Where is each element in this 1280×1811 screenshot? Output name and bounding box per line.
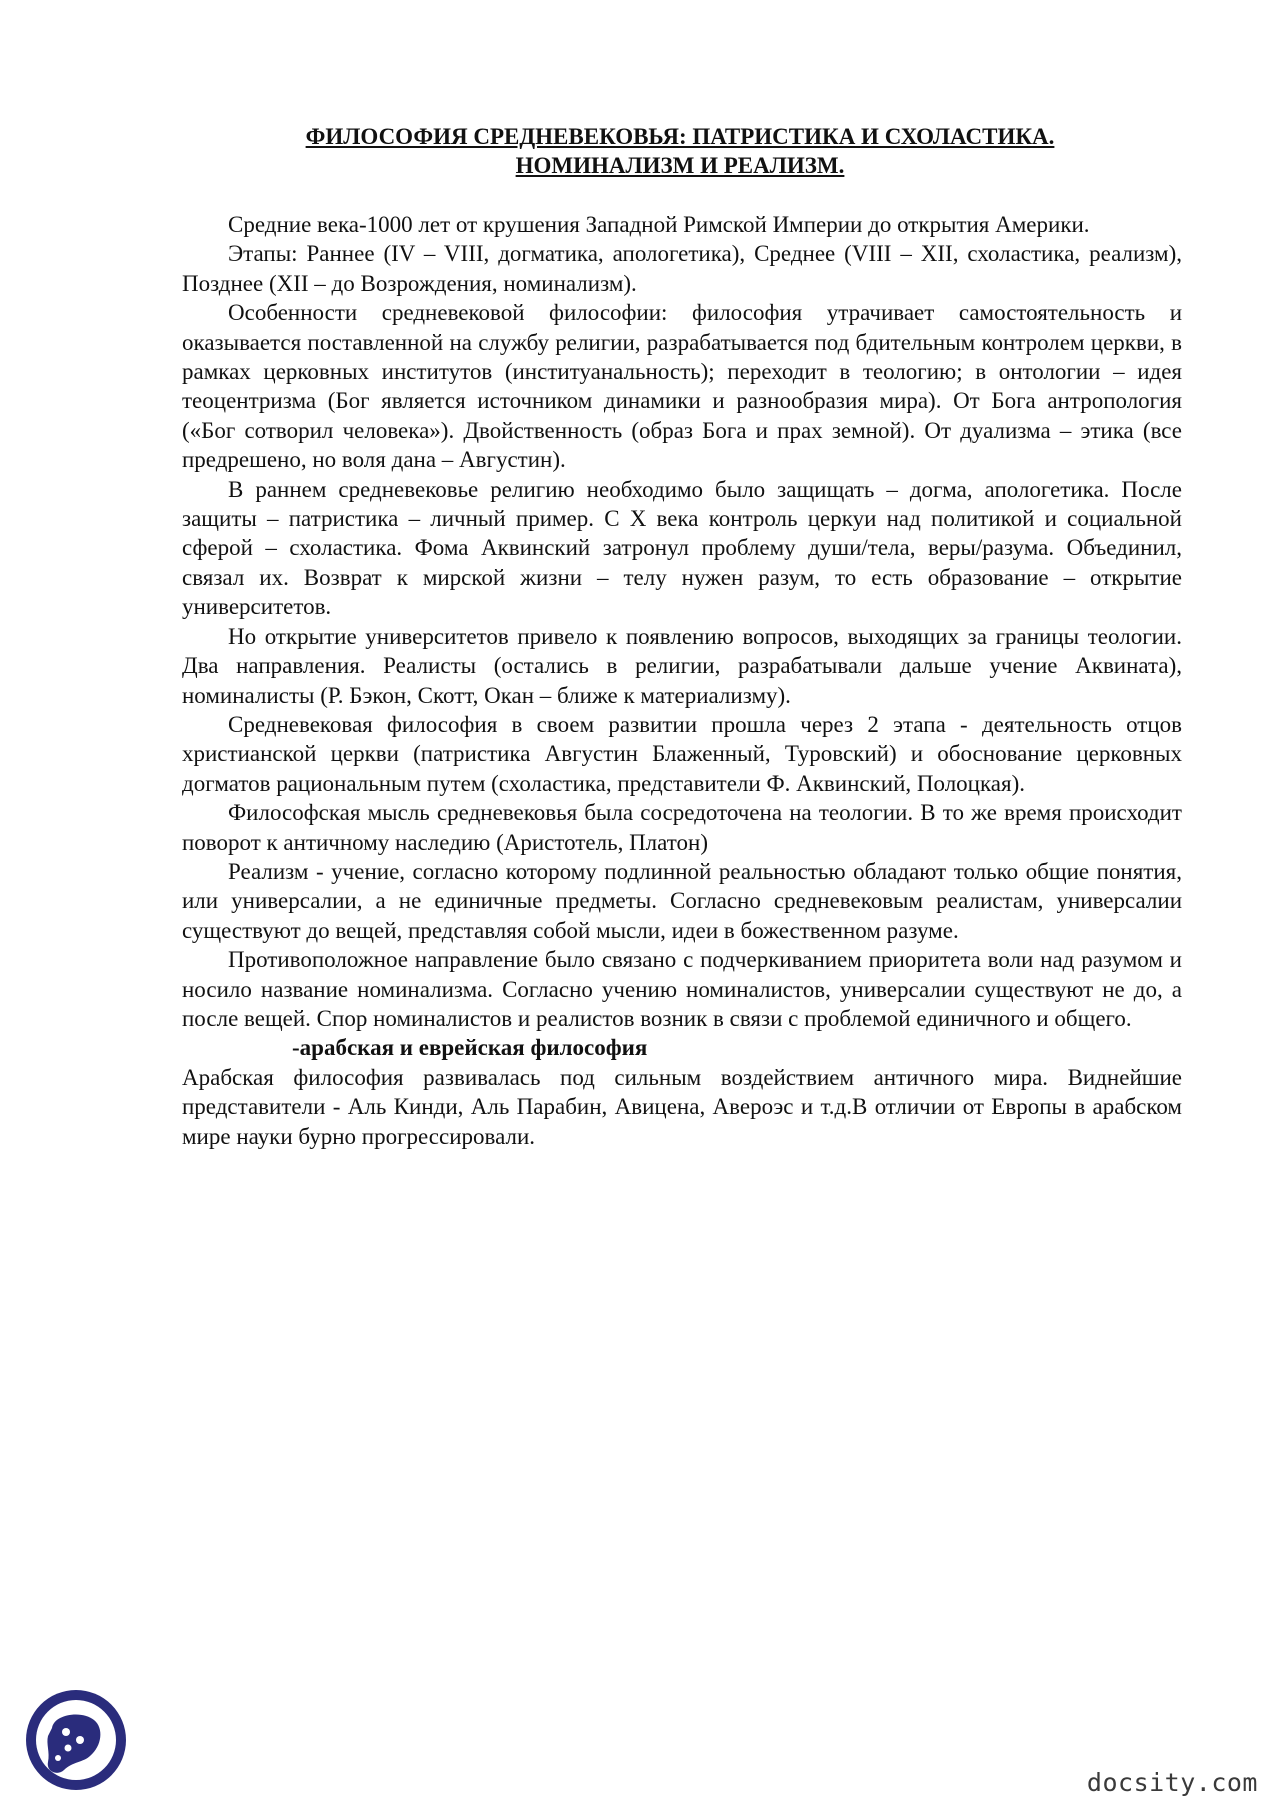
docsity-logo-icon[interactable] — [24, 1688, 128, 1792]
paragraph: Но открытие университетов привело к появлению вопросов, выходящих за границы теологии. Два направления. Реалисты (остались в религии, разрабатывали дальше учение Аквината), номиналисты (Р. Бэкон, Скотт, Окан – ближе к материализму). — [182, 623, 1182, 708]
paragraph: Особенности средневековой философии: философия утрачивает самостоятельность и оказывается поставленной на службу религии, разрабатывается под бдительным контролем церкви, в рамках церковных институтов (институанальность); переходит в теологию; в онтологии – идея теоцентризма (Бог является источником динамики и разнообразия мира). От Бога антропология («Бог сотворил человека»). Двойственность (образ Бога и прах земной). От дуализма – этика (все предрешено, но воля дана – Августин). — [182, 300, 1182, 473]
document-body — [182, 210, 1182, 1151]
paragraph: Этапы: Раннее (IV – VIII, догматика, апологетика), Среднее (VIII – XII, схоластика, реализм), Позднее (XII – до Возрождения, номинализм). — [182, 241, 1182, 296]
paragraph: Арабская философия развивалась под сильным воздействием античного мира. Виднейшие представители - Аль Кинди, Аль Парабин, Авицена, Авероэс и т.д.В отличии от Европы в арабском мире науки бурно прогрессировали. — [182, 1064, 1182, 1149]
docsity-brand-link[interactable]: docsity.com — [1086, 1768, 1258, 1797]
paragraph: Реализм - учение, согласно которому подлинной реальностью обладают только общие понятия, или универсалии, а не единичные предметы. Согласно средневековым реалистам, универсалии существуют до вещей, представляя собой мысли, идеи в божественном разуме. — [182, 858, 1182, 943]
paragraph: Философская мысль средневековья была сосредоточена на теологии. В то же время происходит поворот к античному наследию (Аристотель, Платон) — [182, 800, 1182, 855]
title-line-2: НОМИНАЛИЗМ И РЕАЛИЗМ. — [515, 153, 845, 178]
paragraph: Средневековая философия в своем развитии прошла через 2 этапа - деятельность отцов христианской церкви (патристика Августин Блаженный, Туровский) и обоснование церковных догматов рациональным путем (схоластика, представители Ф. Аквинский, Полоцкая). — [182, 711, 1182, 796]
title-line-1: ФИЛОСОФИЯ СРЕДНЕВЕКОВЬЯ: ПАТРИСТИКА И СХОЛАСТИКА. — [305, 124, 1055, 149]
section-subheading: -арабская и еврейская философия — [292, 1035, 648, 1061]
paragraph: Средние века-1000 лет от крушения Западной Римской Империи до открытия Америки. — [228, 212, 1090, 237]
paragraph: В раннем средневековье религию необходимо было защищать – догма, апологетика. После защиты – патристика – личный пример. С X века контроль церкуи над политикой и социальной сферой – схоластика. Фома Аквинский затронул проблему души/тела, веры/разума. Объединил, связал их. Возврат к мирской жизни – телу нужен разум, то есть образование – открытие университетов. — [182, 476, 1182, 620]
page-title — [180, 122, 1180, 180]
paragraph: Противоположное направление было связано с подчеркиванием приоритета воли над разумом и носило название номинализма. Согласно учению номиналистов, универсалии существуют не до, а после вещей. Спор номиналистов и реалистов возник в связи с проблемой единичного и общего. — [182, 947, 1182, 1031]
